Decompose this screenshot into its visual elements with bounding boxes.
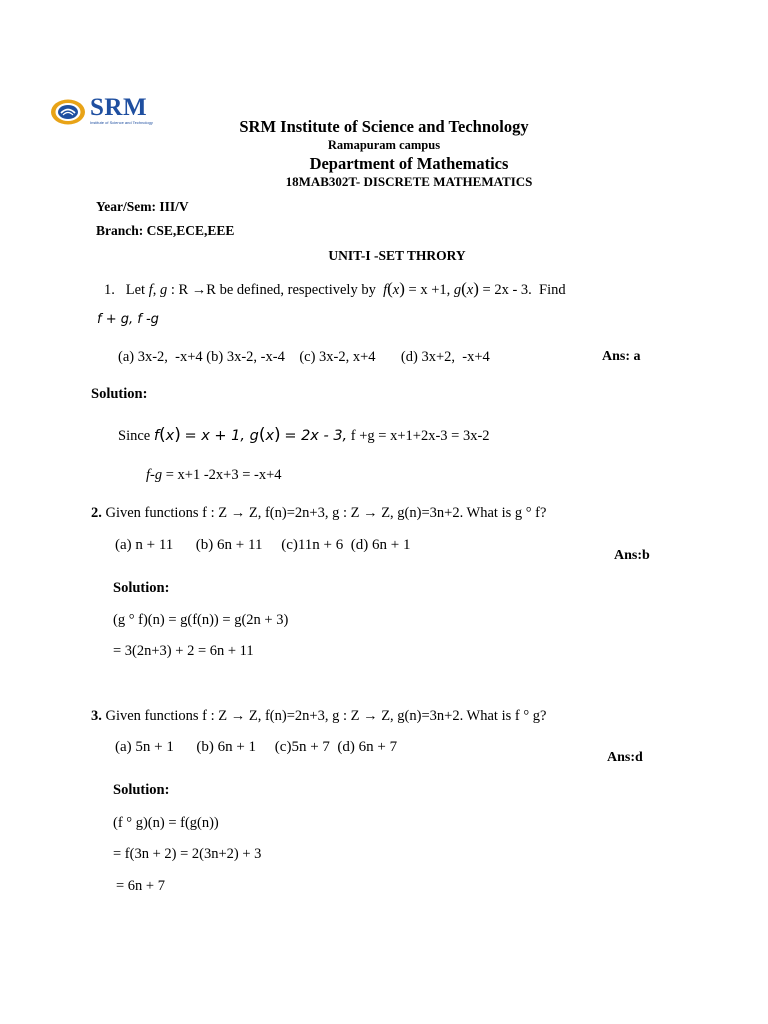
q1-solution-line2: f-g = x+1 -2x+3 = -x+4	[146, 467, 282, 483]
institute-title: SRM Institute of Science and Technology	[239, 117, 529, 136]
q1-statement: 1. Let f, g : R →R be defined, respectively by f(x) = x +1, g(x) = 2x - 3. Find	[104, 279, 566, 298]
logo-wordmark: SRM	[90, 94, 148, 121]
q1-solution-label: Solution:	[91, 386, 148, 402]
q2-options: (a) n + 11 (b) 6n + 11 (c)11n + 6 (d) 6n + 1	[115, 537, 411, 553]
branch: Branch: CSE,ECE,EEE	[96, 223, 235, 238]
q3-answer: Ans:d	[607, 750, 643, 765]
q2-solution-label: Solution:	[113, 580, 170, 596]
q1-options: (a) 3x-2, -x+4 (b) 3x-2, -x-4 (c) 3x-2, x+4 (d) 3x+2, -x+4	[118, 349, 490, 365]
logo-tagline: Institute of Science and Technology	[90, 120, 153, 125]
q3-options: (a) 5n + 1 (b) 6n + 1 (c)5n + 7 (d) 6n + 7	[115, 739, 398, 755]
department-title: Department of Mathematics	[309, 154, 509, 173]
q1-answer: Ans: a	[602, 349, 641, 364]
campus-name: Ramapuram campus	[327, 138, 441, 152]
q3-solution-label: Solution:	[113, 782, 170, 798]
q1-number: 1.	[104, 282, 115, 298]
q2-solution-line1: (g ° f)(n) = g(f(n)) = g(2n + 3)	[113, 612, 289, 628]
unit-title: UNIT-I -SET THRORY	[328, 248, 466, 263]
q3-solution-line1: (f ° g)(n) = f(g(n))	[113, 815, 219, 831]
q2-statement: 2. Given functions f : Z → Z, f(n)=2n+3, g : Z → Z, g(n)=3n+2. What is g ° f?	[91, 505, 547, 521]
q3-solution-line3: = 6n + 7	[116, 878, 165, 894]
q3-number: 3.	[91, 708, 102, 724]
q3-solution-line2: = f(3n + 2) = 2(3n+2) + 3	[113, 846, 262, 862]
course-code: 18MAB302T- DISCRETE MATHEMATICS	[285, 174, 533, 189]
q2-answer: Ans:b	[614, 548, 650, 563]
q1-expressions: f + g, f -g	[97, 312, 159, 327]
q3-statement: 3. Given functions f : Z → Z, f(n)=2n+3, g : Z → Z, g(n)=3n+2. What is f ° g?	[91, 708, 547, 724]
year-sem: Year/Sem: III/V	[96, 199, 189, 214]
q2-number: 2.	[91, 505, 102, 521]
q1-solution-line1: Since f(x) = x + 1, g(x) = 2x - 3, f +g = x+1+2x-3 = 3x-2	[118, 425, 490, 445]
q2-solution-line2: = 3(2n+3) + 2 = 6n + 11	[113, 643, 254, 659]
